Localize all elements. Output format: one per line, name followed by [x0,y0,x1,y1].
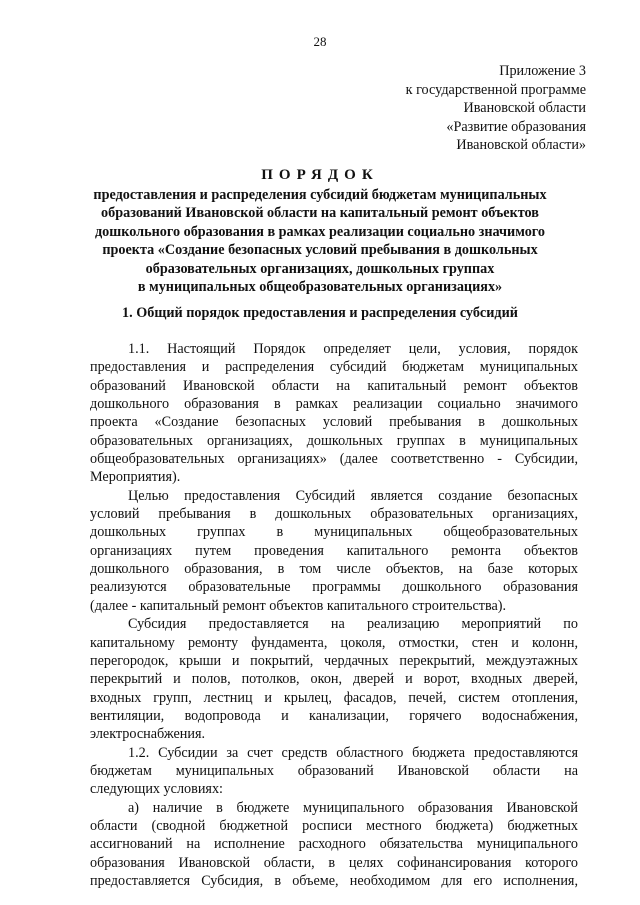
paragraph-condition-a [90,799,578,891]
subtitle-line: проекта «Создание безопасных условий пребывания в дошкольных [102,242,538,259]
appendix-line: Ивановской области» [456,137,586,154]
text-line: а) наличие в бюджете муниципального образования Ивановской [128,799,578,816]
text-line: вентиляции, водопровода и канализации, горячего водоснабжения, [90,707,578,724]
text-line: (далее - капитальный ремонт объектов капитального строительства). [90,597,507,614]
text-line: предоставления и распределения субсидий бюджетам муниципальных [90,359,578,376]
text-line: условий пребывания в дошкольных образовательных организациях, [90,506,578,523]
text-line: 1.1. Настоящий Порядок определяет цели, условия, порядок [128,341,578,357]
text-line: реализуются образовательные программы дошкольного образования [90,579,578,596]
text-line: общеобразовательных организациях» (далее соответственно - Субсидии, [90,451,578,468]
document-subtitle [60,186,580,296]
appendix-line: к государственной программе [405,81,586,98]
appendix-line: Приложение 3 [499,63,586,79]
subtitle-line: образовательных организациях, дошкольных группах [145,260,495,277]
text-line: капитальному ремонту фундамента, цоколя, отмостки, стен и колонн, [90,634,578,651]
subtitle-line: предоставления и распределения субсидий бюджетам муниципальных [93,187,547,203]
paragraph-1-2 [90,744,578,799]
appendix-line: Ивановской области [463,100,586,117]
text-line: Мероприятия). [90,469,181,486]
appendix-note [346,62,586,155]
subtitle-line: дошкольного образования в рамках реализации социально значимого [95,223,545,240]
subtitle-line: в муниципальных общеобразовательных организациях» [137,279,503,296]
document-title-block [60,164,580,296]
text-line: входных групп, лестниц и крылец, фасадов, печей, систем отопления, [90,689,578,706]
appendix-line: «Развитие образования [446,118,586,135]
section-heading: 1. Общий порядок предоставления и распределения субсидий [122,305,518,321]
text-line: Целью предоставления Субсидий является создание безопасных [128,487,578,504]
text-line: электроснабжения. [90,726,206,743]
document-title: ПОРЯДОК [261,167,379,183]
subtitle-line: образований Ивановской области на капитальный ремонт объектов [101,205,539,222]
text-line: ассигнований на исполнение расходного обязательства муниципального [90,836,578,853]
paragraph-1-1 [90,340,578,487]
text-line: предоставляется Субсидия, в объеме, необходимом для его исполнения, [90,872,578,889]
page-number: 28 [313,34,327,49]
paragraph-activities [90,615,578,743]
text-line: проекта «Создание безопасных условий пребывания в дошкольных [90,414,578,431]
text-line: дошкольного образования в рамках реализации социально значимого [90,396,578,413]
text-line: бюджетам муниципальных образований Ивановской области на [90,762,578,779]
text-line: образований Ивановской области на капитальный ремонт объектов [90,377,578,394]
text-line: организациях путем проведения капитального ремонта объектов [90,542,578,559]
paragraph-purpose [90,487,578,615]
text-line: образовательных организациях, дошкольных группах в муниципальных [90,432,578,449]
text-line: Субсидия предоставляется на реализацию мероприятий по [128,616,578,633]
text-line: области (сводной бюджетной росписи местного бюджета) бюджетных [90,817,578,834]
text-line: следующих условиях: [90,781,223,798]
text-line: дошкольного образования, в том числе объектов, на базе которых [90,561,578,578]
text-line: 1.2. Субсидии за счет средств областного бюджета предоставляются [128,744,578,761]
text-line: перекрытий и полов, потолков, окон, дверей и ворот, входных дверей, [90,671,578,688]
text-line: образования Ивановской области, в целях софинансирования которого [90,854,578,871]
text-line: перегородок, крыши и покрытий, чердачных перекрытий, междуэтажных [90,652,578,669]
body-text [90,340,578,890]
text-line: дошкольных группах в муниципальных общеобразовательных [90,524,578,541]
